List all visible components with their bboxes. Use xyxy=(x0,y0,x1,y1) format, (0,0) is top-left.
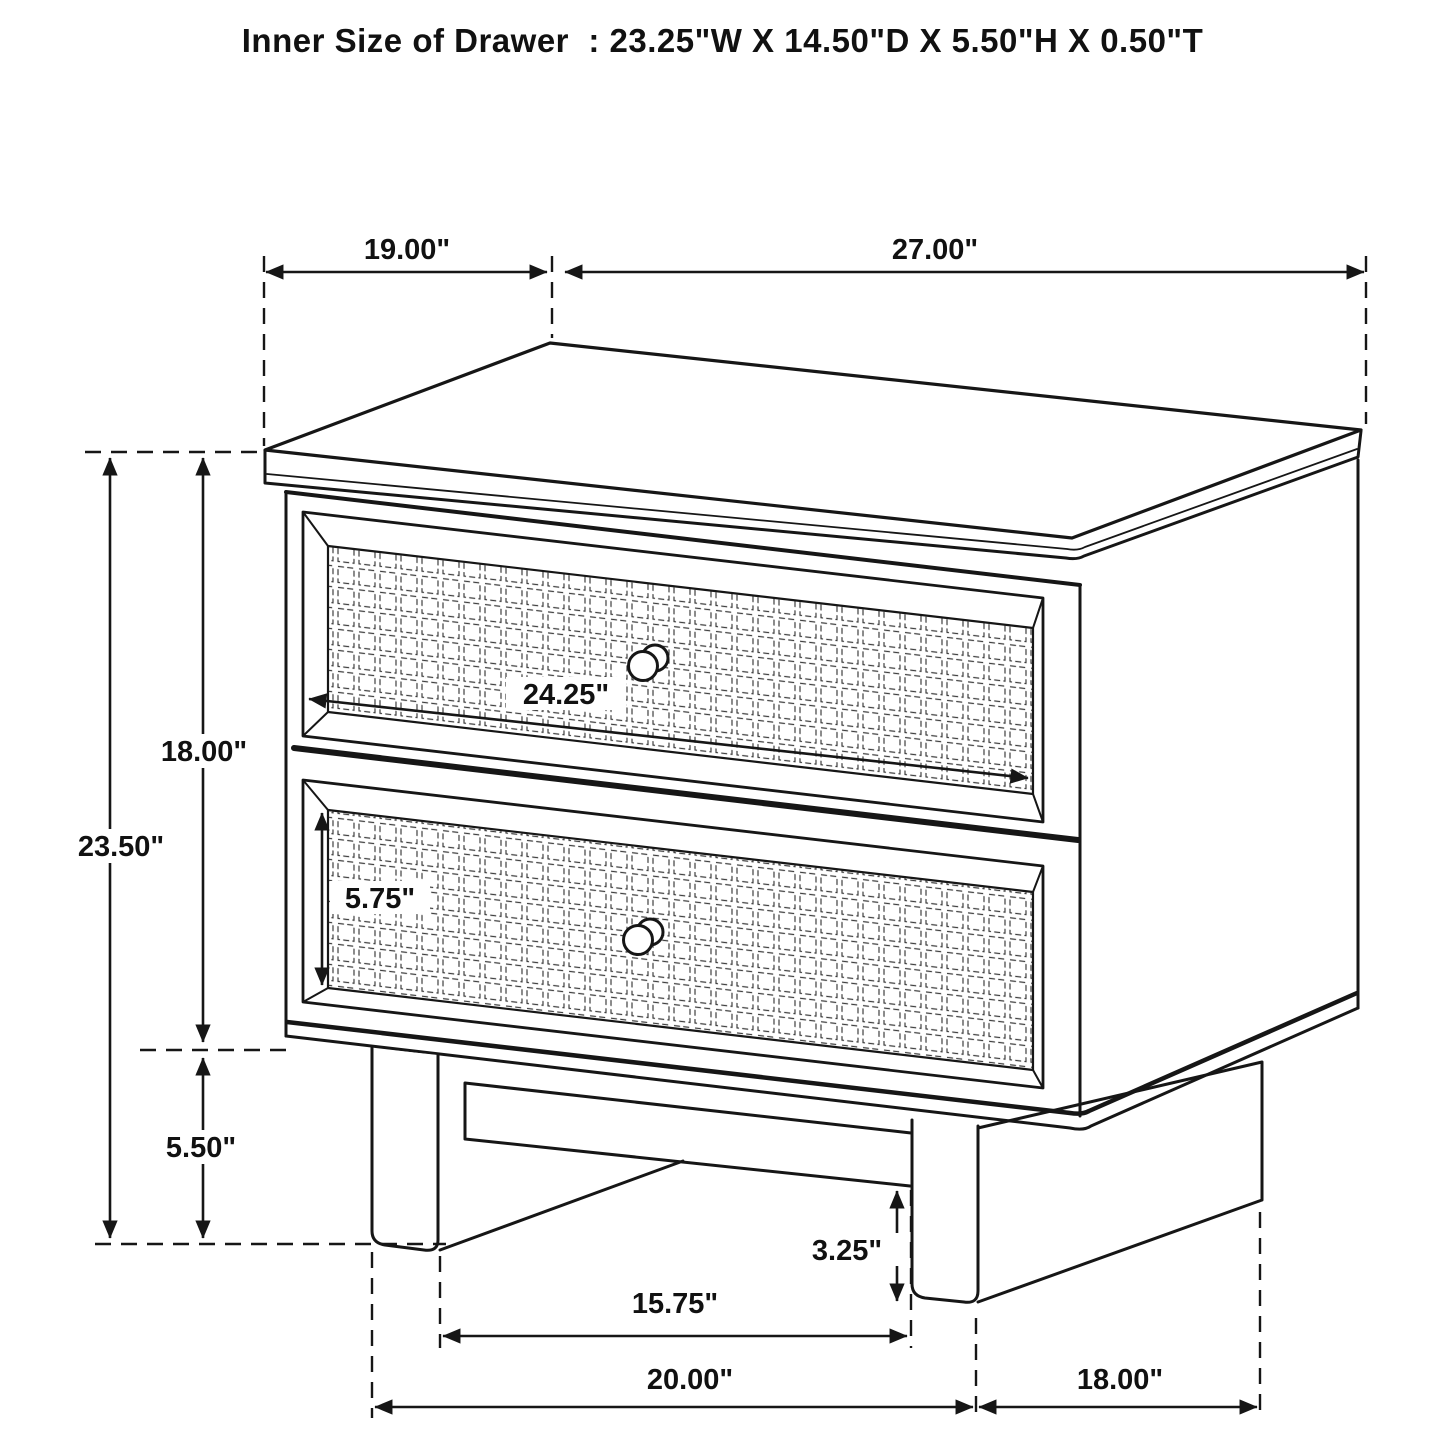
label-top-depth: 19.00" xyxy=(363,234,451,266)
nightstand-outline xyxy=(265,343,1361,1302)
label-base-front-width: 20.00" xyxy=(646,1364,734,1396)
label-height-total: 23.50" xyxy=(77,831,165,863)
drawer-bottom xyxy=(303,780,1043,1088)
stretcher-panel xyxy=(440,1083,911,1250)
drawer-bottom-knob[interactable] xyxy=(624,926,653,955)
drawer-top-knob[interactable] xyxy=(629,652,658,681)
label-base-clearance: 5.50" xyxy=(165,1132,237,1164)
right-leg-fill xyxy=(912,1120,978,1302)
label-drawer-width: 24.25" xyxy=(522,679,610,711)
page-title: Inner Size of Drawer : 23.25"W X 14.50"D X 5.50"H X 0.50"T xyxy=(241,22,1204,59)
label-drawer-height: 5.75" xyxy=(344,883,416,915)
label-leg-span: 15.75" xyxy=(631,1288,719,1320)
label-height-case: 18.00" xyxy=(160,736,248,768)
left-leg-fill xyxy=(372,1048,438,1250)
drawer-top xyxy=(303,512,1043,822)
label-stretcher-clearance: 3.25" xyxy=(811,1235,883,1267)
label-top-width: 27.00" xyxy=(891,234,979,266)
label-base-side-depth: 18.00" xyxy=(1076,1364,1164,1396)
